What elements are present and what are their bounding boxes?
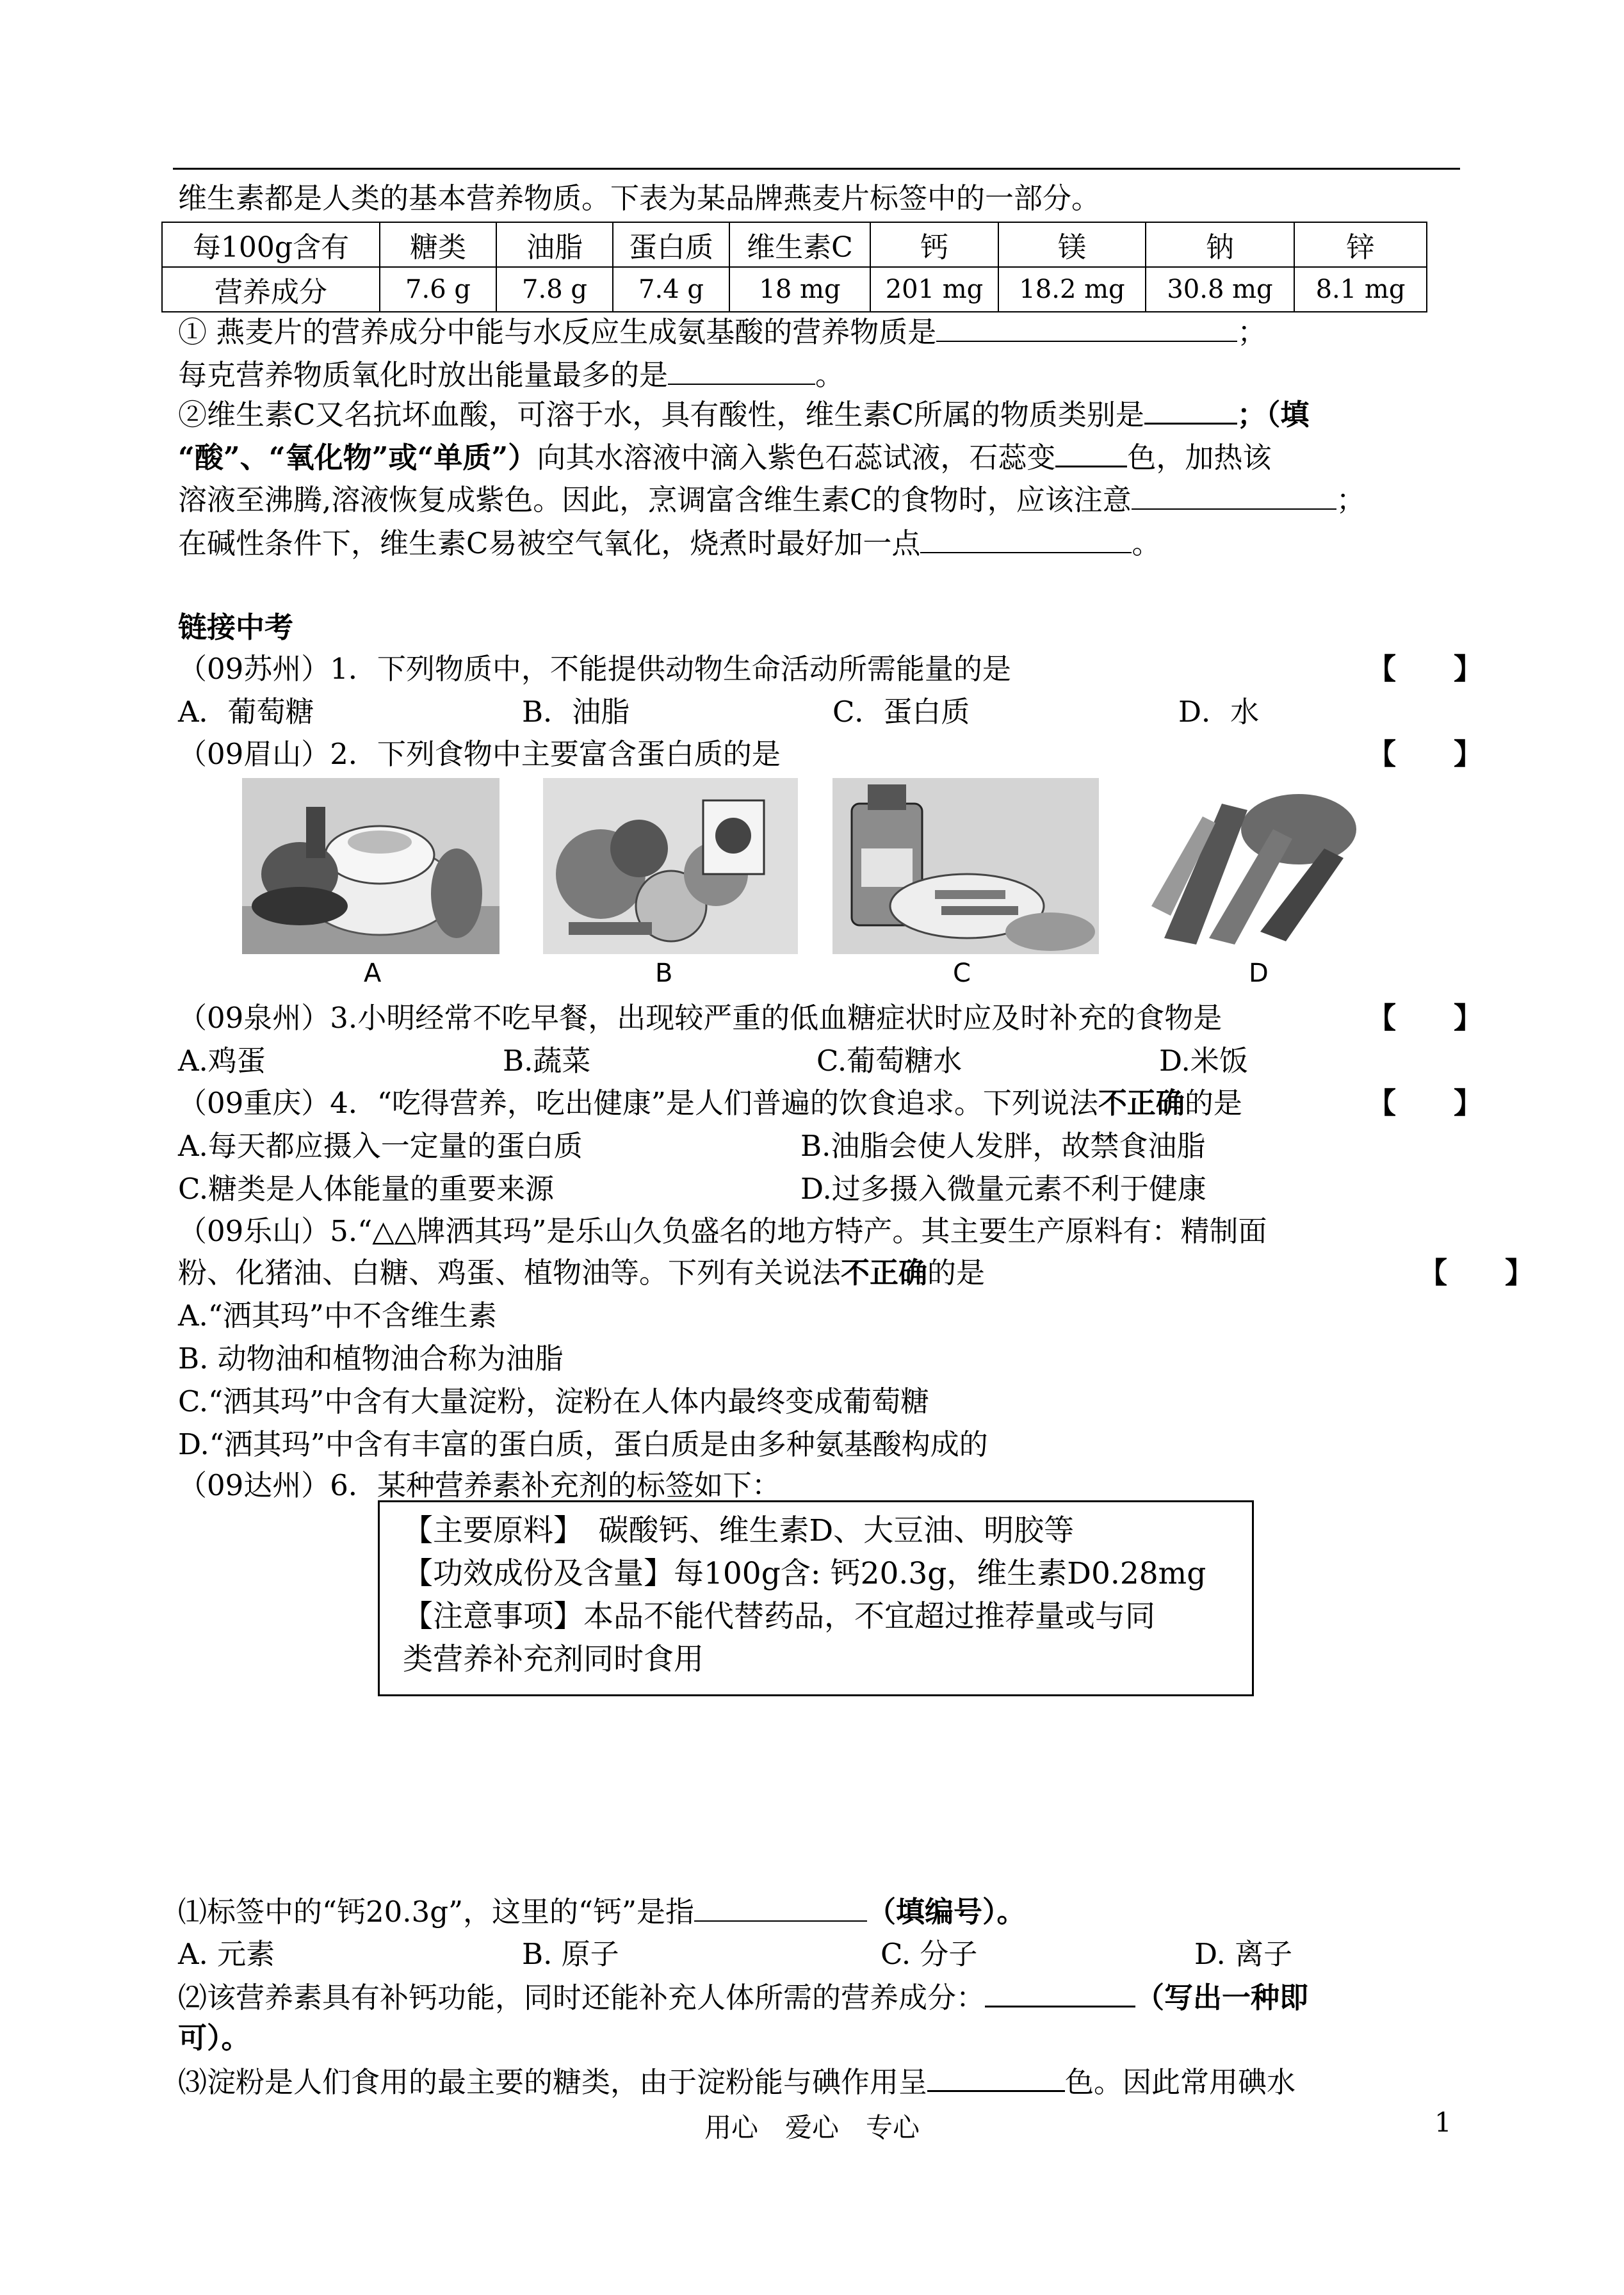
question-5-stem-end: 的是	[927, 1256, 986, 1290]
photo-label-b: B	[655, 959, 673, 988]
sub1-hint: （填编号）。	[867, 1895, 1026, 1929]
q2-line2-end: 色，加热该	[1127, 441, 1272, 474]
question-4-stem-text: （09重庆）4．“吃得营养，吃出健康”是人们普遍的饮食追求。下列说法	[178, 1086, 1098, 1120]
question-1-option: A．葡萄糖	[178, 695, 314, 729]
question-5-option: B. 动物油和植物油合称为油脂	[178, 1342, 564, 1375]
answer-bracket[interactable]: 【 】	[1367, 1001, 1483, 1035]
question-6-sub1-option: B. 原子	[522, 1937, 619, 1971]
header-rule	[173, 168, 1460, 170]
q2-line3	[178, 480, 1365, 519]
table-header-cell: 钙	[870, 222, 998, 267]
answer-blank[interactable]	[920, 524, 1132, 553]
answer-blank[interactable]	[936, 312, 1237, 342]
footer-slogan: 用心 爱心 专心	[704, 2112, 920, 2143]
answer-blank[interactable]	[694, 1892, 867, 1922]
answer-bracket[interactable]: 【 】	[1367, 1086, 1483, 1120]
table-header-cell: 镁	[998, 222, 1146, 267]
label-line: 【主要原料】 碳酸钙、维生素D、大豆油、明胶等	[403, 1513, 1075, 1548]
question-6-sub3	[178, 2062, 1295, 2102]
q2-line4-text: 在碱性条件下，维生素C易被空气氧化，烧煮时最好加一点	[178, 526, 921, 560]
table-header-cell: 锌	[1294, 222, 1427, 267]
question-1-option: B．油脂	[522, 695, 630, 729]
question-5-option: A.“洒其玛”中不含维生素	[178, 1299, 497, 1333]
photo-label-d: D	[1249, 959, 1269, 988]
question-1-option: D．水	[1178, 695, 1260, 729]
table-value-cell: 7.4 g	[613, 267, 729, 312]
question-3-option: D.米饭	[1159, 1044, 1248, 1078]
answer-bracket[interactable]: 【 】	[1367, 652, 1483, 686]
question-4-option: C.糖类是人体能量的重要来源	[178, 1172, 555, 1206]
question-6-sub1-option: D. 离子	[1194, 1937, 1293, 1971]
question-6-stem: （09达州）6．某种营养素补充剂的标签如下：	[178, 1468, 781, 1502]
intro-text: 维生素都是人类的基本营养物质。下表为某品牌燕麦片标签中的一部分。	[178, 181, 1101, 215]
section-title: 链接中考	[178, 610, 294, 644]
answer-bracket[interactable]: 【 】	[1367, 737, 1483, 771]
question-4-option: B.油脂会使人发胖，故禁食油脂	[800, 1129, 1206, 1163]
sub2-text: ⑵该营养素具有补钙功能，同时还能补充人体所需的营养成分：	[178, 1981, 986, 2015]
q2-line2-text: 向其水溶液中滴入紫色石蕊试液，石蕊变	[537, 441, 1056, 474]
table-head-row2: 营养成分	[162, 267, 380, 312]
question-5-option: C.“洒其玛”中含有大量淀粉，淀粉在人体内最终变成葡萄糖	[178, 1384, 930, 1418]
question-4-option: A.每天都应摄入一定量的蛋白质	[178, 1129, 583, 1163]
sub1-text: ⑴标签中的“钙20.3g”，这里的“钙”是指	[178, 1895, 695, 1929]
table-value-cell: 30.8 mg	[1146, 267, 1294, 312]
table-header-cell: 糖类	[380, 222, 496, 267]
table-value-cell: 7.6 g	[380, 267, 496, 312]
answer-blank[interactable]	[1144, 394, 1237, 425]
label-line: 类营养补充剂同时食用	[403, 1642, 704, 1677]
sub2-hint: （写出一种即	[1135, 1981, 1309, 2015]
supplement-label-box	[378, 1500, 1254, 1696]
food-photo-d[interactable]	[1126, 778, 1388, 954]
q2-line1-text: ②维生素C又名抗坏血酸，可溶于水，具有酸性，维生素C所属的物质类别是	[178, 398, 1144, 432]
question-6-sub1-option: A. 元素	[178, 1937, 275, 1971]
q1-line1-text: ① 燕麦片的营养成分中能与水反应生成氨基酸的营养物质是	[178, 315, 937, 349]
question-1-option: C．蛋白质	[832, 695, 970, 729]
q1-line2-end: 。	[815, 358, 845, 392]
question-6-sub1	[178, 1892, 1026, 1931]
table-value-cell: 8.1 mg	[1294, 267, 1427, 312]
sub3-end: 色。因此常用碘水	[1065, 2065, 1296, 2099]
question-3-stem: （09泉州）3.小明经常不吃早餐，出现较严重的低血糖症状时应及时补充的食物是	[178, 1001, 1222, 1035]
table-header-cell: 蛋白质	[613, 222, 729, 267]
q1-line2-text: 每克营养物质氧化时放出能量最多的是	[178, 358, 669, 392]
food-photos	[0, 778, 1624, 989]
photo-label-c: C	[953, 959, 971, 988]
table-header-cell: 维生素C	[729, 222, 870, 267]
question-5-option: D.“洒其玛”中含有丰富的蛋白质，蛋白质是由多种氨基酸构成的	[178, 1427, 988, 1461]
question-5-stem-line1: （09乐山）5.“△△牌洒其玛”是乐山久负盛名的地方特产。其主要生产原料有：精制面	[178, 1214, 1267, 1248]
table-value-cell: 7.8 g	[496, 267, 613, 312]
nutrition-table	[161, 222, 1427, 312]
food-photo-c[interactable]	[832, 778, 1099, 954]
question-4-option: D.过多摄入微量元素不利于健康	[800, 1172, 1206, 1206]
question-6-sub2	[178, 1977, 1308, 2017]
sub3-text: ⑶淀粉是人们食用的最主要的糖类，由于淀粉能与碘作用呈	[178, 2065, 928, 2099]
question-4-emphasis: 不正确	[1098, 1086, 1185, 1120]
table-value-cell: 18.2 mg	[998, 267, 1146, 312]
table-header-cell: 钠	[1146, 222, 1294, 267]
q1-line1-end: ；	[1237, 315, 1267, 349]
question-1-stem: （09苏州）1．下列物质中，不能提供动物生命活动所需能量的是	[178, 652, 1011, 686]
q2-line4-end: 。	[1132, 526, 1161, 560]
q1-line1	[178, 312, 1266, 352]
q2-line2-hint: “酸”、“氧化物”或“单质”）	[178, 441, 537, 474]
answer-blank[interactable]	[985, 1977, 1135, 2007]
label-line: 【功效成份及含量】每100g含: 钙20.3g，维生素D0.28mg	[403, 1556, 1206, 1591]
food-photo-a[interactable]	[242, 778, 499, 954]
answer-bracket[interactable]: 【 】	[1418, 1256, 1534, 1290]
table-header-cell: 油脂	[496, 222, 613, 267]
answer-blank[interactable]	[1132, 480, 1336, 510]
q2-line2	[178, 437, 1271, 477]
table-value-cell: 201 mg	[870, 267, 998, 312]
question-2-stem: （09眉山）2．下列食物中主要富含蛋白质的是	[178, 737, 781, 771]
q2-line3-text: 溶液至沸腾,溶液恢复成紫色。因此，烹调富含维生素C的食物时，应该注意	[178, 483, 1132, 517]
page-number: 1	[1434, 2107, 1452, 2138]
food-photo-b[interactable]	[543, 778, 798, 954]
photo-label-a: A	[364, 959, 382, 988]
question-5-emphasis: 不正确	[841, 1256, 928, 1290]
q2-line1-hint: ；（填	[1237, 398, 1310, 432]
q1-line2	[178, 355, 844, 394]
q2-line1	[178, 394, 1309, 434]
answer-blank[interactable]	[668, 355, 815, 385]
answer-blank[interactable]	[1055, 437, 1127, 467]
label-line: 【注意事项】本品不能代替药品，不宜超过推荐量或与同	[403, 1599, 1155, 1634]
question-3-option: B.蔬菜	[503, 1044, 591, 1078]
q2-line3-end: ；	[1336, 483, 1365, 517]
question-3-option: C.葡萄糖水	[816, 1044, 962, 1078]
question-5-stem-text: 粉、化猪油、白糖、鸡蛋、植物油等。下列有关说法	[178, 1256, 841, 1290]
table-value-cell: 18 mg	[729, 267, 870, 312]
answer-blank[interactable]	[927, 2062, 1065, 2092]
question-4-stem	[178, 1084, 1242, 1123]
question-3-option: A.鸡蛋	[178, 1044, 266, 1078]
question-6-sub1-option: C. 分子	[881, 1937, 978, 1971]
table-head-row1: 每100g含有	[162, 222, 380, 267]
q2-line4	[178, 524, 1160, 563]
question-4-stem-end: 的是	[1184, 1086, 1242, 1120]
question-6-sub2-end: 可）。	[178, 2021, 250, 2055]
question-5-stem-line2	[178, 1254, 985, 1292]
